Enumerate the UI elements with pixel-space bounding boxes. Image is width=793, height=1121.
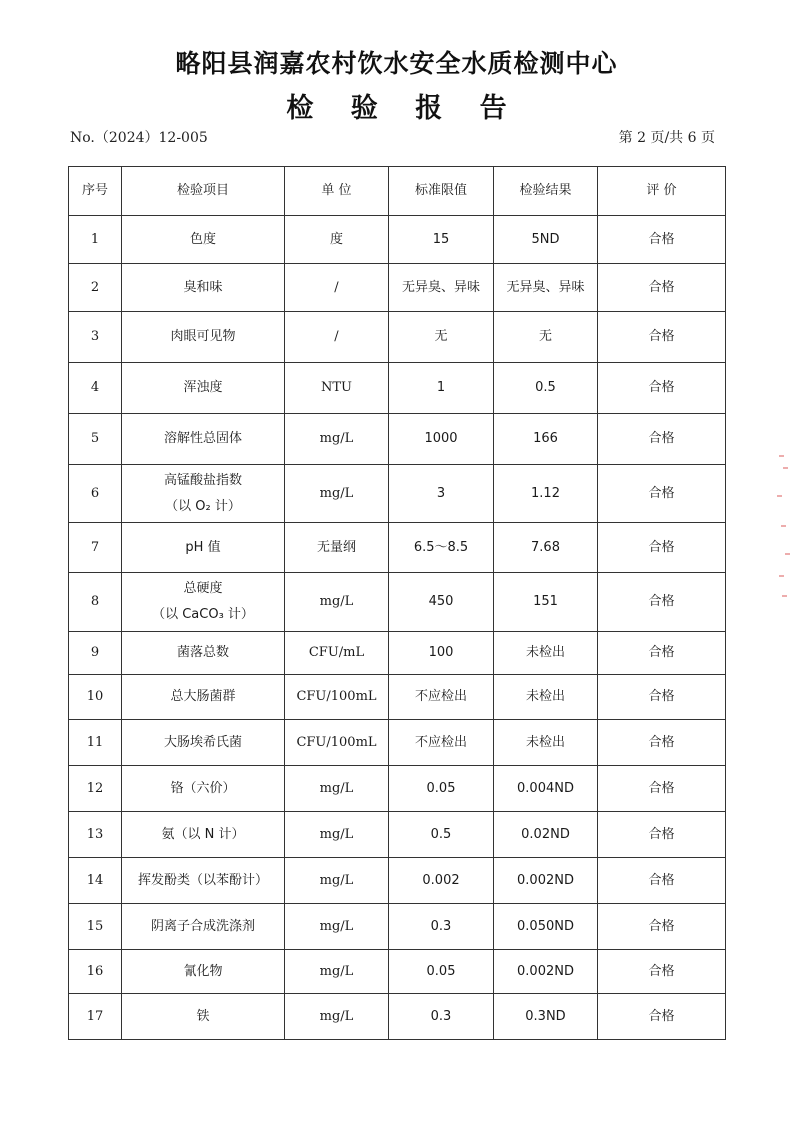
cell-unit: mg/L [285,950,389,994]
cell-result: 151 [494,573,598,632]
column-header-limit: 标准限值 [389,167,494,216]
cell-unit: / [285,264,389,312]
cell-limit: 0.002 [389,858,494,904]
cell-no: 11 [69,720,122,766]
cell-item-basis: （以 O₂ 计） [165,498,241,514]
cell-evaluation: 合格 [598,216,726,264]
cell-no: 1 [69,216,122,264]
cell-result: 166 [494,414,598,465]
cell-item-name: 铁 [196,1008,210,1024]
cell-item-name: 总硬度 [183,581,223,596]
cell-result: 0.02ND [494,812,598,858]
cell-result: 0.5 [494,363,598,414]
cell-unit: mg/L [285,766,389,812]
report-number: No.（2024）12-005 [70,130,208,146]
report-title: 检 验 报 告 [286,93,521,124]
cell-evaluation: 合格 [598,573,726,632]
table-row [69,414,726,465]
table-row [69,312,726,363]
cell-limit: 0.05 [389,950,494,994]
column-header-unit: 单 位 [285,167,389,216]
cell-unit: mg/L [285,465,389,523]
cell-evaluation: 合格 [598,675,726,720]
cell-item [122,523,285,573]
cell-limit: 15 [389,216,494,264]
cell-no: 10 [69,675,122,720]
inspection-results-table [68,166,726,1040]
cell-item [122,465,285,523]
table-row [69,363,726,414]
cell-item [122,766,285,812]
cell-result: 未检出 [494,632,598,675]
cell-limit: 无 [389,312,494,363]
cell-unit: mg/L [285,414,389,465]
cell-item-name: pH 值 [185,539,221,555]
cell-limit: 无异臭、异味 [389,264,494,312]
table-row [69,812,726,858]
cell-limit: 0.5 [389,812,494,858]
cell-unit: CFU/mL [285,632,389,675]
cell-limit: 1 [389,363,494,414]
cell-item [122,312,285,363]
cell-item-name: 挥发酚类（以苯酚计） [137,872,268,888]
table-row [69,632,726,675]
cell-item-name: 溶解性总固体 [163,431,242,446]
column-header-result: 检验结果 [494,167,598,216]
cell-limit: 0.3 [389,904,494,950]
cell-item-basis: （以 CaCO₃ 计） [152,607,254,622]
cell-evaluation: 合格 [598,523,726,573]
table-row [69,766,726,812]
table-row [69,675,726,720]
cell-item-name: 氨（以 N 计） [161,826,245,842]
cell-no: 8 [69,573,122,632]
cell-item-name: 菌落总数 [176,645,229,660]
cell-evaluation: 合格 [598,766,726,812]
table-row [69,216,726,264]
cell-item-name: 臭和味 [183,279,223,295]
table-header-row [69,167,726,216]
cell-item [122,264,285,312]
cell-no: 4 [69,363,122,414]
report-organization-title: 略阳县润嘉农村饮水安全水质检测中心 [175,49,618,78]
cell-result: 1.12 [494,465,598,523]
cell-result: 无 [494,312,598,363]
cell-evaluation: 合格 [598,812,726,858]
cell-limit: 不应检出 [389,675,494,720]
cell-result: 5ND [494,216,598,264]
cell-limit: 450 [389,573,494,632]
cell-no: 12 [69,766,122,812]
cell-item [122,675,285,720]
cell-item [122,363,285,414]
cell-no: 5 [69,414,122,465]
column-header-evaluation: 评 价 [598,167,726,216]
cell-no: 15 [69,904,122,950]
table-row [69,904,726,950]
table-row [69,858,726,904]
cell-item-name: 阴离子合成洗涤剂 [150,918,255,934]
cell-unit: CFU/100mL [285,675,389,720]
cell-item-name: 高锰酸盐指数 [163,472,242,488]
cell-unit: 度 [285,216,389,264]
page-indicator: 第 2 页/共 6 页 [618,130,715,146]
cell-item [122,573,285,632]
cell-item [122,812,285,858]
cell-item [122,216,285,264]
cell-no: 9 [69,632,122,675]
table-row [69,720,726,766]
cell-no: 3 [69,312,122,363]
cell-item [122,950,285,994]
cell-evaluation: 合格 [598,994,726,1040]
cell-evaluation: 合格 [598,904,726,950]
cell-result: 未检出 [494,720,598,766]
cell-result: 7.68 [494,523,598,573]
cell-no: 7 [69,523,122,573]
cell-item [122,994,285,1040]
table-row [69,523,726,573]
cell-result: 未检出 [494,675,598,720]
cell-item-name: 肉眼可见物 [170,329,236,344]
cell-evaluation: 合格 [598,858,726,904]
cell-result: 0.002ND [494,950,598,994]
cell-item [122,414,285,465]
cell-evaluation: 合格 [598,414,726,465]
cell-item-name: 浑浊度 [183,380,223,395]
cell-item-name: 氰化物 [183,963,223,979]
cell-result: 0.3ND [494,994,598,1040]
cell-evaluation: 合格 [598,950,726,994]
cell-unit: / [285,312,389,363]
cell-unit: mg/L [285,904,389,950]
cell-limit: 6.5～8.5 [389,523,494,573]
cell-unit: mg/L [285,573,389,632]
cell-item-name: 色度 [189,231,216,247]
cell-evaluation: 合格 [598,363,726,414]
cell-limit: 0.3 [389,994,494,1040]
column-header-item: 检验项目 [122,167,285,216]
table-body [69,216,726,1040]
cell-unit: CFU/100mL [285,720,389,766]
cell-item [122,858,285,904]
table-row [69,994,726,1040]
cell-item-name: 总大肠菌群 [170,689,236,704]
table-row [69,573,726,632]
cell-evaluation: 合格 [598,720,726,766]
cell-unit: mg/L [285,994,389,1040]
cell-limit: 3 [389,465,494,523]
cell-evaluation: 合格 [598,312,726,363]
cell-no: 16 [69,950,122,994]
cell-evaluation: 合格 [598,465,726,523]
cell-unit: mg/L [285,858,389,904]
cell-item-name: 大肠埃希氏菌 [163,734,242,750]
cell-item [122,904,285,950]
cell-result: 0.004ND [494,766,598,812]
cell-no: 14 [69,858,122,904]
cell-limit: 0.05 [389,766,494,812]
cell-no: 2 [69,264,122,312]
cell-no: 17 [69,994,122,1040]
cell-item [122,720,285,766]
cell-item-name: 铬（六价） [170,780,236,796]
cell-result: 0.050ND [494,904,598,950]
cell-evaluation: 合格 [598,632,726,675]
cell-limit: 1000 [389,414,494,465]
cell-evaluation: 合格 [598,264,726,312]
cell-no: 6 [69,465,122,523]
cell-result: 无异臭、异味 [494,264,598,312]
seam-stamp-mark [773,455,793,605]
cell-no: 13 [69,812,122,858]
cell-unit: mg/L [285,812,389,858]
table-row [69,465,726,523]
cell-result: 0.002ND [494,858,598,904]
cell-unit: 无量纲 [285,523,389,573]
cell-item [122,632,285,675]
cell-unit: NTU [285,363,389,414]
column-header-no: 序号 [69,167,122,216]
cell-limit: 100 [389,632,494,675]
table-row [69,264,726,312]
cell-limit: 不应检出 [389,720,494,766]
table-row [69,950,726,994]
